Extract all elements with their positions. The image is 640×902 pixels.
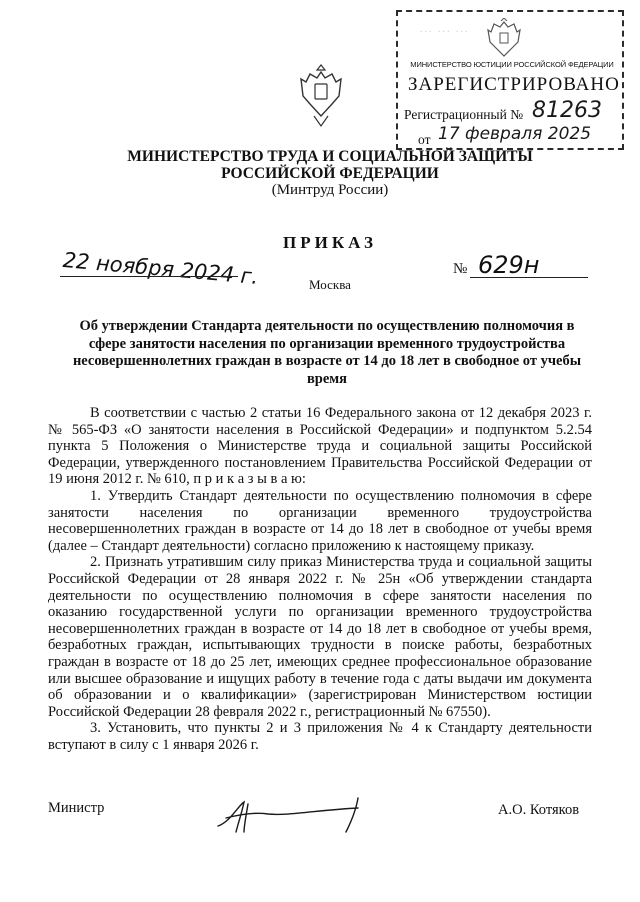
coat-of-arms-icon	[296, 64, 346, 128]
order-number-sign: №	[453, 261, 468, 277]
stamp-faded-text: ... ... ...	[420, 24, 470, 35]
item-1-paragraph: 1. Утвердить Стандарт деятельности по осуществлению полномочия в сфере занятости населения по организации временного трудоустройства несовершеннолетних граждан в возрасте от 14 до 18 лет в свободное от учебы время (далее – Стандарт деятельности) согласно приложению к настоящему приказу.	[48, 487, 592, 554]
stamp-ministry: МИНИСТЕРСТВО ЮСТИЦИИ РОССИЙСКОЙ ФЕДЕРАЦИИ	[410, 60, 614, 69]
registration-stamp	[396, 10, 624, 150]
order-number: 629н	[478, 251, 540, 279]
order-subject: Об утверждении Стандарта деятельности по осуществлению полномочия в сфере занятости населения по организации временного трудоустройства несовершеннолетних граждан в возрасте от 14 до 18 лет в свободное от учебы время	[72, 318, 582, 387]
ministry-line-2: РОССИЙСКОЙ ФЕДЕРАЦИИ	[221, 165, 439, 182]
stamp-date-prefix: от	[418, 132, 431, 147]
handwritten-signature	[208, 792, 388, 838]
stamp-registered: ЗАРЕГИСТРИРОВАНО	[408, 74, 620, 95]
stamp-reg-label: Регистрационный №	[404, 107, 524, 122]
order-city: Москва	[309, 277, 351, 292]
stamp-reg-number: 81263	[532, 98, 602, 123]
signatory-name: А.О. Котяков	[498, 802, 580, 818]
ministry-short-name: (Минтруд России)	[271, 182, 389, 198]
ministry-line-1: МИНИСТЕРСТВО ТРУДА И СОЦИАЛЬНОЙ ЗАЩИТЫ	[127, 148, 533, 165]
order-title: ПРИКАЗ	[283, 233, 377, 252]
item-2-paragraph: 2. Признать утратившим силу приказ Министерства труда и социальной защиты Российской Федерации от 28 января 2022 г. № 25н «Об утверждении стандарта деятельности по осуществлению полномочия в сфере занятости населения по оказанию государственной услуги по организации временного трудоустройства несовершеннолетних граждан в возрасте от 14 до 18 лет в свободное от учебы время, безработных граждан, испытывающих трудности в поиске работы, безработных граждан в возрасте от 18 до 25 лет, имеющих среднее профессиональное образование или высшее образование и ищущих работу в течение года с даты выдачи им документа об образовании и о квалификации» (зарегистрирован Министерством юстиции Российской Федерации 28 февраля 2022 г., регистрационный № 67550).	[48, 554, 592, 720]
ministry-name	[80, 148, 580, 182]
preamble-paragraph: В соответствии с частью 2 статьи 16 Федерального закона от 12 декабря 2023 г. № 565-ФЗ «О занятости населения в Российской Федерации» и подпунктом 5.2.54 пункта 5 Положения о Министерстве труда и социальной защиты Российской Федерации, утвержденного постановлением Правительства Российской Федерации от 19 июня 2012 г. № 610, п р и к а з ы в а ю:	[48, 405, 592, 488]
stamp-date: 17 февраля 2025	[438, 124, 592, 144]
order-body	[48, 405, 592, 753]
item-3-paragraph: 3. Установить, что пункты 2 и 3 приложения № 4 к Стандарту деятельности вступают в силу с 1 января 2026 г.	[48, 720, 592, 753]
coat-of-arms-icon	[484, 18, 524, 60]
signatory-position: Министр	[48, 800, 105, 816]
order-date: 22 ноября 2024 г.	[61, 248, 260, 289]
